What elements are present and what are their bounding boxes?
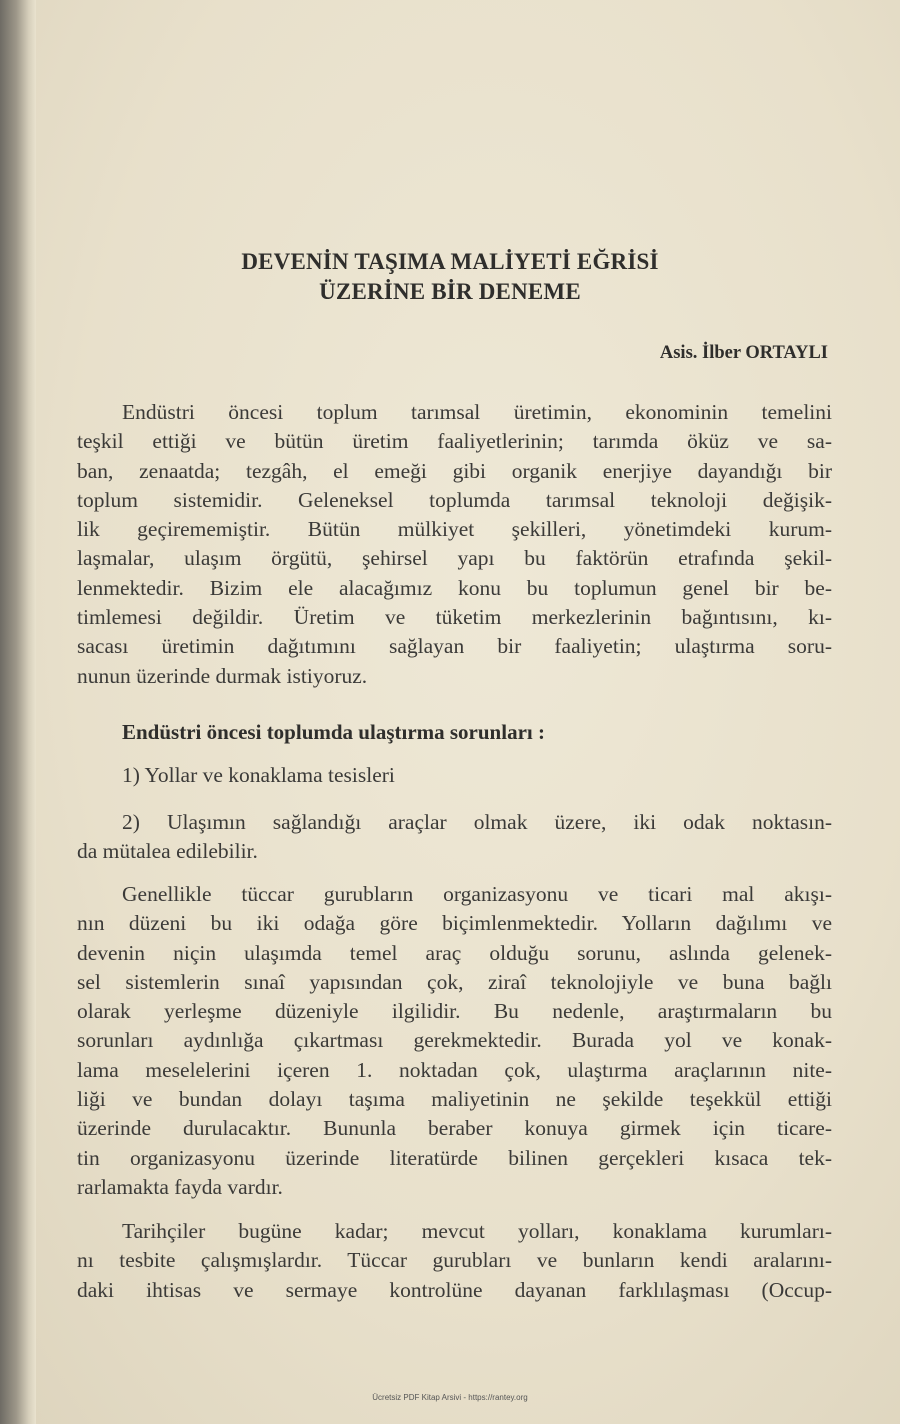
text-line: rarlamakta fayda vardır. — [77, 1174, 283, 1199]
text-line: sorunları aydınlığa çıkartması gerekmektedir. Burada yol ve konak- — [77, 1028, 832, 1053]
text-line: Endüstri öncesi toplum tarımsal üretimin, ekonominin temelini — [122, 400, 832, 424]
footer-watermark: Ücretsiz PDF Kitap Arsivi - https://rantey.org — [372, 1393, 528, 1402]
text-line: da mütalea edilebilir. — [77, 839, 258, 864]
text-line: sel sistemlerin sınaî yapısından çok, ziraî teknolojiyle ve buna bağlı — [77, 969, 832, 994]
book-gutter-shadow — [0, 0, 36, 1424]
text-line: liği ve bundan dolayı taşıma maliyetinin ne şekilde teşekkül ettiği — [77, 1087, 832, 1112]
text-line: 2) Ulaşımın sağlandığı araçlar olmak üzere, iki odak noktasın- — [122, 810, 832, 834]
text-line: nı tesbite çalışmışlardır. Tüccar gurubları ve bunların kendi aralarını- — [77, 1248, 832, 1273]
text-line: lik geçirememiştir. Bütün mülkiyet şekilleri, yönetimdeki kurum- — [77, 517, 832, 542]
text-line: nın düzeni bu iki odağa göre biçimlenmektedir. Yolların dağılımı ve — [77, 911, 832, 936]
text-line: toplum sistemidir. Geleneksel toplumda tarımsal teknoloji değişik- — [77, 487, 832, 512]
text-line: ban, zenaatda; tezgâh, el emeği gibi organik enerjiye dayandığı bir — [77, 458, 832, 483]
author-name: Asis. İlber ORTAYLI — [659, 343, 828, 363]
paragraph-1 — [77, 398, 832, 691]
list-item-2 — [77, 808, 832, 867]
article-title-line-2: ÜZERİNE BİR DENEME — [319, 279, 581, 304]
text-line: nunun üzerinde durmak istiyoruz. — [77, 663, 368, 688]
text-line: lama meselelerini içeren 1. noktadan çok, ulaştırma araçlarının nite- — [77, 1057, 832, 1082]
text-line: teşkil ettiği ve bütün üretim faaliyetlerinin; tarımda öküz ve sa- — [77, 429, 832, 454]
text-line: tin organizasyonu üzerinde literatürde bilinen gerçekleri kısaca tek- — [77, 1145, 832, 1170]
text-line: Genellikle tüccar gurubların organizasyonu ve ticari mal akışı- — [122, 882, 832, 906]
text-line: daki ihtisas ve sermaye kontrolüne dayanan farklılaşması (Occup- — [77, 1277, 832, 1302]
text-line: sacası üretimin dağıtımını sağlayan bir faaliyetin; ulaştırma soru- — [77, 634, 832, 659]
article-title-line-1: DEVENİN TAŞIMA MALİYETİ EĞRİSİ — [241, 249, 659, 274]
paragraph-2 — [77, 880, 832, 1202]
text-line: üzerinde durulacaktır. Bununla beraber konuya girmek için ticare- — [77, 1116, 832, 1141]
text-line: olarak yerleşme düzeniyle ilgilidir. Bu nedenle, araştırmaların bu — [77, 999, 832, 1024]
text-line: laşmalar, ulaşım örgütü, şehirsel yapı bu faktörün etrafında şekil- — [77, 546, 832, 571]
text-line: Tarihçiler bugüne kadar; mevcut yolları, konaklama kurumları- — [122, 1219, 832, 1243]
text-line: timlemesi değildir. Üretim ve tüketim merkezlerinin bağıntısını, kı- — [77, 605, 832, 630]
text-line: lenmektedir. Bizim ele alacağımız konu bu toplumun genel bir be- — [77, 575, 832, 600]
paragraph-3 — [77, 1217, 832, 1305]
list-item-1: 1) Yollar ve konaklama tesisleri — [122, 763, 395, 787]
text-line: devenin niçin ulaşımda temel araç olduğu sorunu, aslında gelenek- — [77, 940, 832, 965]
section-heading: Endüstri öncesi toplumda ulaştırma sorunları : — [122, 720, 545, 744]
